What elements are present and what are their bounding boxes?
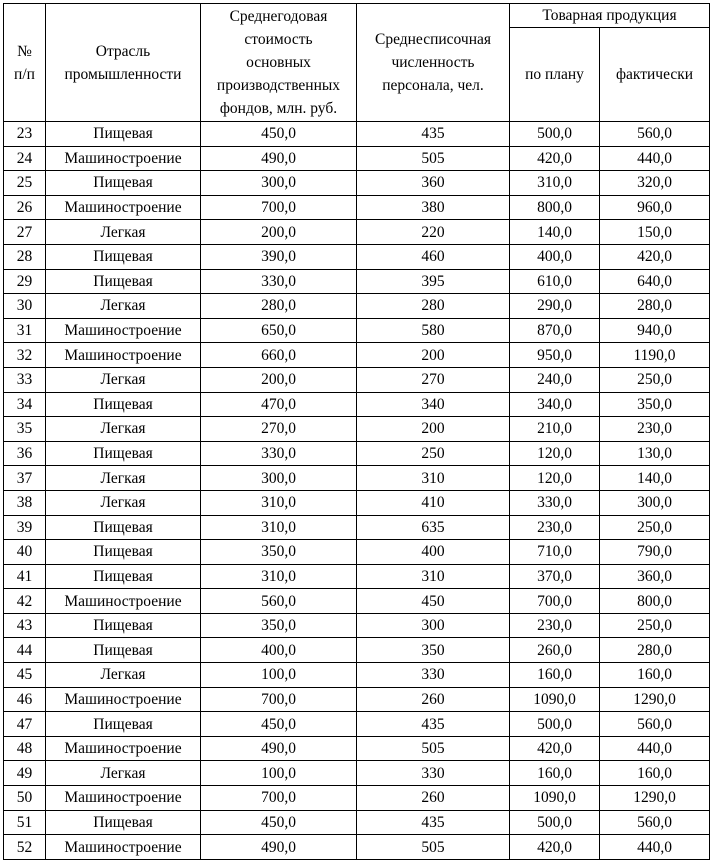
industry-cell: Пищевая: [46, 244, 201, 269]
table-row: [4, 638, 710, 663]
fixed-assets-cell: 300,0: [201, 466, 357, 491]
fixed-assets-cell: 330,0: [201, 269, 357, 294]
fixed-assets-cell: 270,0: [201, 417, 357, 442]
output-plan-cell: 800,0: [510, 195, 600, 220]
output-actual-cell: 960,0: [600, 195, 710, 220]
row-number-cell: 50: [4, 786, 46, 811]
row-number-cell: 46: [4, 687, 46, 712]
output-plan-cell: 260,0: [510, 638, 600, 663]
industry-cell: Легкая: [46, 417, 201, 442]
table-row: [4, 195, 710, 220]
output-plan-cell: 310,0: [510, 171, 600, 196]
staff-count-cell: 360: [357, 171, 510, 196]
table-row: [4, 490, 710, 515]
table-row: [4, 466, 710, 491]
fixed-assets-cell: 660,0: [201, 343, 357, 368]
fixed-assets-cell: 470,0: [201, 392, 357, 417]
header-fixed-assets: Среднегодовая стоимость основных производственных фондов, млн. руб.: [201, 4, 357, 122]
staff-count-cell: 505: [357, 835, 510, 860]
output-actual-cell: 300,0: [600, 490, 710, 515]
table-body: [4, 122, 710, 860]
fixed-assets-cell: 450,0: [201, 122, 357, 147]
table-row: [4, 515, 710, 540]
output-plan-cell: 1090,0: [510, 687, 600, 712]
output-plan-cell: 330,0: [510, 490, 600, 515]
table-row: [4, 269, 710, 294]
output-plan-cell: 370,0: [510, 564, 600, 589]
industry-cell: Легкая: [46, 490, 201, 515]
industry-cell: Машиностроение: [46, 318, 201, 343]
row-number-cell: 36: [4, 441, 46, 466]
staff-count-cell: 435: [357, 712, 510, 737]
industry-cell: Легкая: [46, 220, 201, 245]
fixed-assets-cell: 700,0: [201, 786, 357, 811]
row-number-cell: 39: [4, 515, 46, 540]
fixed-assets-cell: 200,0: [201, 220, 357, 245]
output-actual-cell: 1190,0: [600, 343, 710, 368]
output-actual-cell: 140,0: [600, 466, 710, 491]
industry-cell: Машиностроение: [46, 343, 201, 368]
row-number-cell: 38: [4, 490, 46, 515]
fixed-assets-cell: 450,0: [201, 810, 357, 835]
output-actual-cell: 250,0: [600, 367, 710, 392]
output-plan-cell: 870,0: [510, 318, 600, 343]
output-plan-cell: 230,0: [510, 613, 600, 638]
staff-count-cell: 300: [357, 613, 510, 638]
fixed-assets-cell: 310,0: [201, 515, 357, 540]
industry-cell: Машиностроение: [46, 687, 201, 712]
staff-count-cell: 395: [357, 269, 510, 294]
output-plan-cell: 400,0: [510, 244, 600, 269]
industry-cell: Пищевая: [46, 540, 201, 565]
fixed-assets-cell: 310,0: [201, 490, 357, 515]
table-row: [4, 441, 710, 466]
table-row: [4, 318, 710, 343]
output-plan-cell: 700,0: [510, 589, 600, 614]
table-row: [4, 294, 710, 319]
row-number-cell: 52: [4, 835, 46, 860]
staff-count-cell: 410: [357, 490, 510, 515]
table-row: [4, 736, 710, 761]
row-number-cell: 41: [4, 564, 46, 589]
row-number-cell: 23: [4, 122, 46, 147]
staff-count-cell: 310: [357, 466, 510, 491]
table-row: [4, 589, 710, 614]
table-row: [4, 122, 710, 147]
staff-count-cell: 200: [357, 417, 510, 442]
output-actual-cell: 150,0: [600, 220, 710, 245]
row-number-cell: 30: [4, 294, 46, 319]
staff-count-cell: 330: [357, 761, 510, 786]
output-plan-cell: 950,0: [510, 343, 600, 368]
output-plan-cell: 120,0: [510, 466, 600, 491]
header-staff-count: Среднесписочная численность персонала, чел.: [357, 4, 510, 122]
output-actual-cell: 250,0: [600, 515, 710, 540]
industry-cell: Пищевая: [46, 564, 201, 589]
output-plan-cell: 140,0: [510, 220, 600, 245]
industry-cell: Легкая: [46, 367, 201, 392]
row-number-cell: 47: [4, 712, 46, 737]
table-row: [4, 244, 710, 269]
table-row: [4, 392, 710, 417]
industry-cell: Легкая: [46, 466, 201, 491]
staff-count-cell: 250: [357, 441, 510, 466]
fixed-assets-cell: 560,0: [201, 589, 357, 614]
staff-count-cell: 200: [357, 343, 510, 368]
header-row-number: № п/п: [4, 4, 46, 122]
output-plan-cell: 1090,0: [510, 786, 600, 811]
row-number-cell: 48: [4, 736, 46, 761]
row-number-cell: 44: [4, 638, 46, 663]
row-number-cell: 31: [4, 318, 46, 343]
output-plan-cell: 710,0: [510, 540, 600, 565]
output-actual-cell: 440,0: [600, 835, 710, 860]
output-plan-cell: 240,0: [510, 367, 600, 392]
fixed-assets-cell: 700,0: [201, 687, 357, 712]
industry-cell: Машиностроение: [46, 146, 201, 171]
row-number-cell: 27: [4, 220, 46, 245]
output-actual-cell: 350,0: [600, 392, 710, 417]
table-row: [4, 417, 710, 442]
industry-cell: Пищевая: [46, 712, 201, 737]
staff-count-cell: 330: [357, 663, 510, 688]
output-actual-cell: 1290,0: [600, 786, 710, 811]
table-row: [4, 146, 710, 171]
table-row: [4, 540, 710, 565]
output-plan-cell: 610,0: [510, 269, 600, 294]
staff-count-cell: 310: [357, 564, 510, 589]
output-actual-cell: 280,0: [600, 638, 710, 663]
fixed-assets-cell: 330,0: [201, 441, 357, 466]
output-plan-cell: 160,0: [510, 663, 600, 688]
fixed-assets-cell: 650,0: [201, 318, 357, 343]
staff-count-cell: 435: [357, 122, 510, 147]
row-number-cell: 32: [4, 343, 46, 368]
fixed-assets-cell: 310,0: [201, 564, 357, 589]
output-actual-cell: 160,0: [600, 761, 710, 786]
table-row: [4, 367, 710, 392]
staff-count-cell: 460: [357, 244, 510, 269]
header-commodity-output: Товарная продукция: [510, 4, 710, 28]
row-number-cell: 43: [4, 613, 46, 638]
industry-data-table: [3, 3, 710, 860]
row-number-cell: 45: [4, 663, 46, 688]
row-number-cell: 24: [4, 146, 46, 171]
row-number-cell: 37: [4, 466, 46, 491]
staff-count-cell: 340: [357, 392, 510, 417]
table-row: [4, 663, 710, 688]
fixed-assets-cell: 700,0: [201, 195, 357, 220]
output-actual-cell: 440,0: [600, 146, 710, 171]
output-actual-cell: 640,0: [600, 269, 710, 294]
fixed-assets-cell: 390,0: [201, 244, 357, 269]
industry-cell: Легкая: [46, 663, 201, 688]
staff-count-cell: 270: [357, 367, 510, 392]
row-number-cell: 49: [4, 761, 46, 786]
row-number-cell: 26: [4, 195, 46, 220]
table-row: [4, 835, 710, 860]
row-number-cell: 34: [4, 392, 46, 417]
staff-count-cell: 220: [357, 220, 510, 245]
output-plan-cell: 500,0: [510, 712, 600, 737]
staff-count-cell: 505: [357, 146, 510, 171]
output-plan-cell: 340,0: [510, 392, 600, 417]
industry-cell: Пищевая: [46, 122, 201, 147]
staff-count-cell: 350: [357, 638, 510, 663]
table-row: [4, 687, 710, 712]
row-number-cell: 42: [4, 589, 46, 614]
header-output-plan: по плану: [510, 28, 600, 122]
row-number-cell: 28: [4, 244, 46, 269]
staff-count-cell: 260: [357, 687, 510, 712]
row-number-cell: 25: [4, 171, 46, 196]
table-row: [4, 712, 710, 737]
industry-cell: Пищевая: [46, 515, 201, 540]
output-plan-cell: 120,0: [510, 441, 600, 466]
staff-count-cell: 635: [357, 515, 510, 540]
industry-cell: Машиностроение: [46, 835, 201, 860]
fixed-assets-cell: 400,0: [201, 638, 357, 663]
output-actual-cell: 560,0: [600, 712, 710, 737]
staff-count-cell: 435: [357, 810, 510, 835]
output-actual-cell: 230,0: [600, 417, 710, 442]
industry-cell: Машиностроение: [46, 195, 201, 220]
output-actual-cell: 440,0: [600, 736, 710, 761]
output-plan-cell: 210,0: [510, 417, 600, 442]
fixed-assets-cell: 100,0: [201, 663, 357, 688]
table-row: [4, 171, 710, 196]
industry-cell: Пищевая: [46, 269, 201, 294]
output-actual-cell: 160,0: [600, 663, 710, 688]
table-row: [4, 343, 710, 368]
table-row: [4, 613, 710, 638]
output-actual-cell: 800,0: [600, 589, 710, 614]
table-header: [4, 4, 710, 122]
industry-cell: Пищевая: [46, 441, 201, 466]
staff-count-cell: 400: [357, 540, 510, 565]
output-actual-cell: 250,0: [600, 613, 710, 638]
output-plan-cell: 230,0: [510, 515, 600, 540]
row-number-cell: 40: [4, 540, 46, 565]
staff-count-cell: 380: [357, 195, 510, 220]
output-plan-cell: 500,0: [510, 122, 600, 147]
table-row: [4, 786, 710, 811]
output-actual-cell: 940,0: [600, 318, 710, 343]
industry-cell: Пищевая: [46, 171, 201, 196]
industry-cell: Машиностроение: [46, 589, 201, 614]
staff-count-cell: 580: [357, 318, 510, 343]
output-actual-cell: 320,0: [600, 171, 710, 196]
output-actual-cell: 360,0: [600, 564, 710, 589]
industry-cell: Пищевая: [46, 638, 201, 663]
header-industry: Отрасль промышленности: [46, 4, 201, 122]
fixed-assets-cell: 490,0: [201, 835, 357, 860]
header-output-actual: фактически: [600, 28, 710, 122]
output-actual-cell: 1290,0: [600, 687, 710, 712]
staff-count-cell: 280: [357, 294, 510, 319]
fixed-assets-cell: 450,0: [201, 712, 357, 737]
fixed-assets-cell: 490,0: [201, 146, 357, 171]
fixed-assets-cell: 200,0: [201, 367, 357, 392]
output-actual-cell: 560,0: [600, 122, 710, 147]
table-row: [4, 220, 710, 245]
output-plan-cell: 420,0: [510, 835, 600, 860]
output-actual-cell: 130,0: [600, 441, 710, 466]
staff-count-cell: 505: [357, 736, 510, 761]
industry-cell: Пищевая: [46, 810, 201, 835]
output-plan-cell: 290,0: [510, 294, 600, 319]
output-actual-cell: 420,0: [600, 244, 710, 269]
fixed-assets-cell: 350,0: [201, 613, 357, 638]
industry-cell: Машиностроение: [46, 786, 201, 811]
industry-cell: Машиностроение: [46, 736, 201, 761]
table-row: [4, 810, 710, 835]
output-plan-cell: 420,0: [510, 146, 600, 171]
output-actual-cell: 560,0: [600, 810, 710, 835]
fixed-assets-cell: 350,0: [201, 540, 357, 565]
staff-count-cell: 450: [357, 589, 510, 614]
fixed-assets-cell: 490,0: [201, 736, 357, 761]
output-plan-cell: 500,0: [510, 810, 600, 835]
row-number-cell: 51: [4, 810, 46, 835]
industry-cell: Пищевая: [46, 613, 201, 638]
output-plan-cell: 160,0: [510, 761, 600, 786]
fixed-assets-cell: 280,0: [201, 294, 357, 319]
industry-cell: Легкая: [46, 294, 201, 319]
output-actual-cell: 790,0: [600, 540, 710, 565]
row-number-cell: 29: [4, 269, 46, 294]
output-actual-cell: 280,0: [600, 294, 710, 319]
row-number-cell: 35: [4, 417, 46, 442]
fixed-assets-cell: 300,0: [201, 171, 357, 196]
fixed-assets-cell: 100,0: [201, 761, 357, 786]
staff-count-cell: 260: [357, 786, 510, 811]
output-plan-cell: 420,0: [510, 736, 600, 761]
row-number-cell: 33: [4, 367, 46, 392]
industry-cell: Легкая: [46, 761, 201, 786]
industry-cell: Пищевая: [46, 392, 201, 417]
table-row: [4, 564, 710, 589]
table-row: [4, 761, 710, 786]
